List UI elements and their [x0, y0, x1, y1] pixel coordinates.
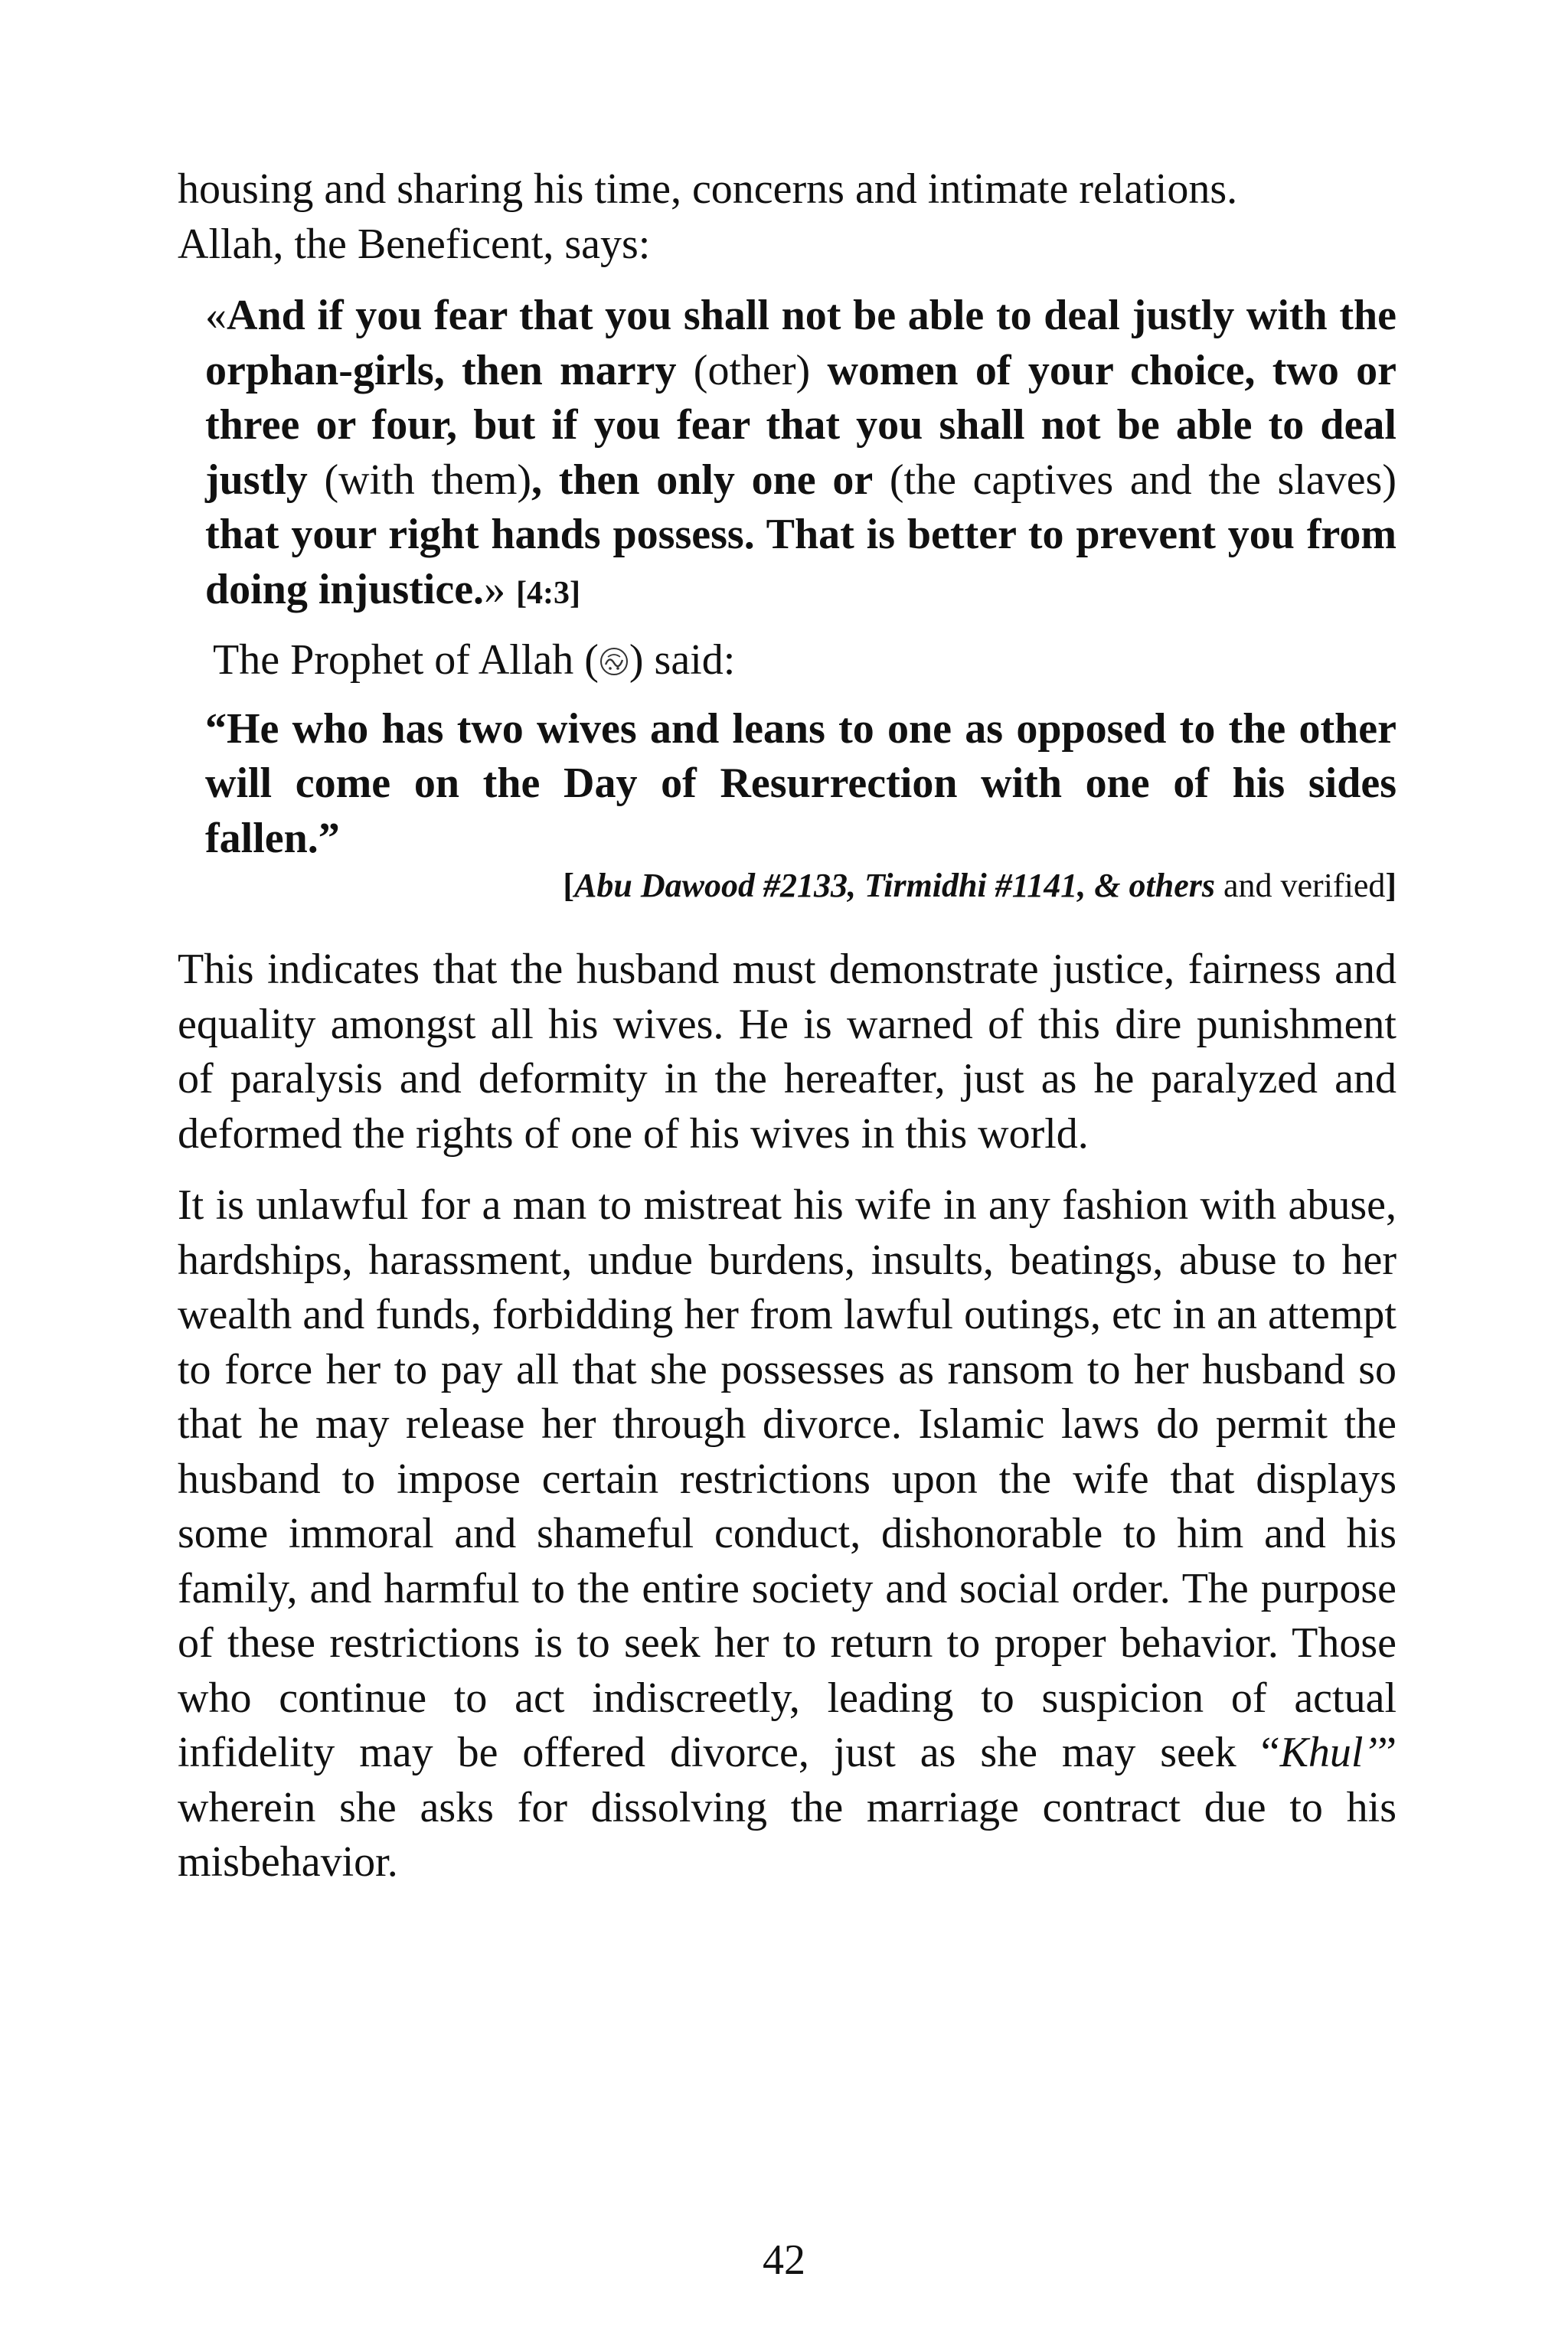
verse-segment-7: that your right hands possess. That is better to prevent you from doing injustice.	[205, 511, 1396, 613]
verse-reference: [4:3]	[516, 575, 581, 611]
pbuh-ligature-icon	[599, 646, 629, 677]
paragraph-2-after: ” wherein she asks for dissolving the marriage contract due to his misbehavior.	[178, 1729, 1396, 1886]
page-body	[178, 162, 1396, 1890]
paragraph-2	[178, 1178, 1396, 1890]
khul-term: Khul’	[1279, 1729, 1378, 1776]
intro-text	[178, 162, 1396, 272]
prophet-said-before: The Prophet of Allah (	[213, 636, 599, 684]
prophet-said-after: ) said:	[629, 636, 736, 684]
verse-segment-6: (the captives and the slaves)	[873, 456, 1397, 504]
quran-verse	[205, 289, 1396, 621]
verse-segment-1: And if you fear that you shall not be able to deal justly with the orphan-girls, then marry	[205, 292, 1396, 394]
citation-sources: Abu Dawood #2133, Tirmidhi #1141, & others	[574, 867, 1215, 904]
hadith-citation	[178, 863, 1396, 909]
citation-close: ]	[1385, 867, 1396, 904]
citation-open: [	[563, 867, 575, 904]
hadith-text: “He who has two wives and leans to one as opposed to the other will come on the Day of Resurrection with one of his sides fallen.”	[205, 704, 1396, 862]
prophet-said	[213, 633, 1396, 688]
verse-open-bracket: «	[205, 292, 227, 339]
verse-close-bracket: »	[484, 565, 506, 613]
verse-segment-3: women of your choice, two or three or four, but if you fear that you shall not be able to deal justly	[205, 346, 1396, 504]
verse-segment-2: (other)	[676, 346, 828, 394]
citation-tail: and verified	[1215, 867, 1386, 904]
intro-line-1: housing and sharing his time, concerns and intimate relations.	[178, 165, 1238, 213]
paragraph-1: This indicates that the husband must demonstrate justice, fairness and equality amongst all his wives. He is warned of this dire punishment of paralysis and deformity in the hereafter, just as he paralyzed and deformed the rights of one of his wives in this world.	[178, 946, 1396, 1158]
paragraph-2-before: It is unlawful for a man to mistreat his wife in any fashion with abuse, hardships, harassment, undue burdens, insults, beatings, abuse to her wealth and funds, forbidding her from lawful outings, etc in an attempt to force her to pay all that she possesses as ransom to her husband so that he may release her through divorce. Islamic laws do permit the husband to impose certain restrictions upon the wife that displays some immoral and shameful conduct, dishonorable to him and his family, and harmful to the entire society and social order. The purpose of these restrictions is to seek her to return to proper behavior. Those who continue to act indiscreetly, leading to suspicion of actual infidelity may be offered divorce, just as she may seek “	[178, 1181, 1396, 1776]
intro-line-2: Allah, the Beneficent, says:	[178, 220, 651, 268]
verse-segment-5: , then only one or	[531, 456, 874, 504]
page-number: 42	[763, 2236, 805, 2284]
verse-segment-4: (with them)	[307, 456, 532, 504]
